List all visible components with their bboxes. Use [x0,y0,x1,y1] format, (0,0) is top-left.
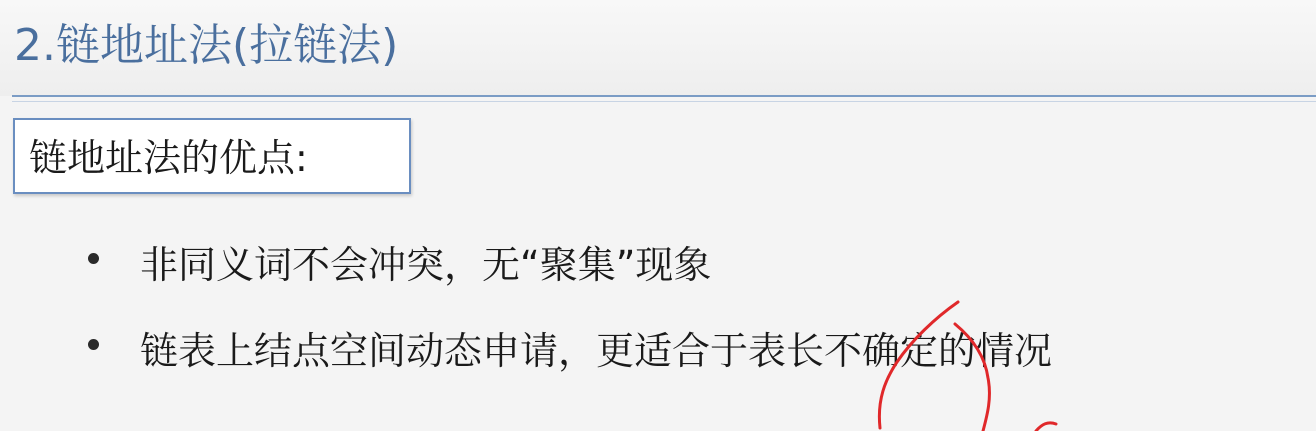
annotation-stroke-icon [1036,423,1056,431]
advantages-heading: 链地址法的优点: [29,136,308,180]
slide-title: 2.链地址法(拉链法) [14,20,399,71]
bullet-text: 非同义词不会冲突，无“聚集”现象 [140,243,712,287]
bullet-text: 链表上结点空间动态申请，更适合于表长不确定的情况 [140,329,1053,373]
annotation-stroke-icon [879,302,958,428]
annotation-stroke-icon [955,324,989,431]
